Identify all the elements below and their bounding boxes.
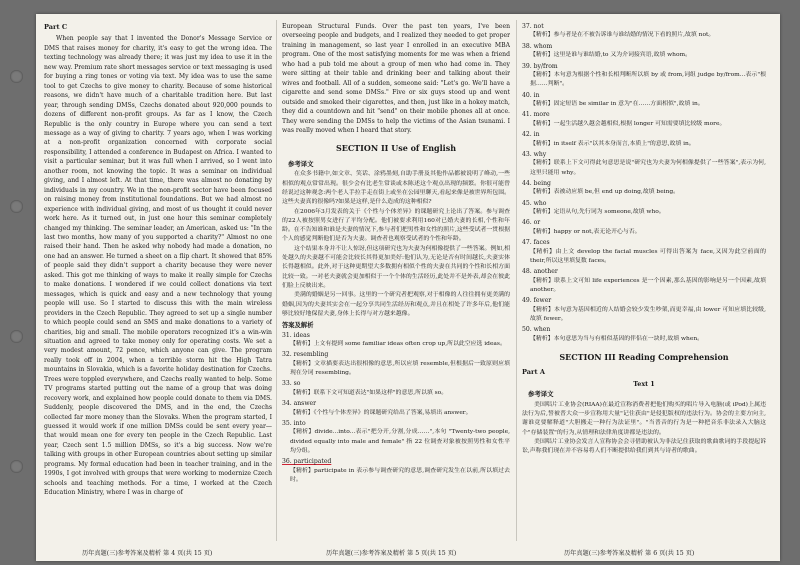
answer-tag: 【精析】: [530, 140, 554, 147]
answer-explanation: [522, 120, 766, 129]
answer-text: in itself 表示"以其本身而言,本质上"的意思,故填 in。: [553, 140, 695, 147]
answer-text: 文章描要表达出很相像的意思,所以应填 resemble,但根据后一致原则应填现在分词 resembling。: [290, 360, 510, 377]
answer-tag: 【精析】: [290, 467, 314, 474]
answer-text: 参与者是在不被告诉谁与谁结婚的情况下看的照片,故填 not。: [553, 32, 715, 39]
answer-number: 36. participated: [282, 458, 332, 466]
answer-sheet: [36, 14, 780, 561]
binder-hole: [10, 70, 23, 83]
answer-item: [522, 218, 766, 237]
answer-item: [282, 331, 510, 350]
answer-item: [522, 110, 766, 129]
answer-text: 联系上下文可得此句意思是说"研究也为夫妻为何相像提供了一些答案",表示为何,这里只能用 why。: [530, 160, 766, 176]
answer-number: 44. being: [522, 179, 551, 187]
answer-explanation: [522, 188, 766, 197]
answer-number: 50. when: [522, 326, 551, 334]
answer-explanation: [522, 248, 766, 267]
answers-title: 答案及解析: [282, 322, 314, 330]
answer-text: 固定短语 be similar in 意为"在……方面相似",故填 in。: [553, 101, 704, 107]
answer-tag: 【精析】: [530, 228, 554, 235]
answer-text: 一起生活越久越会越相似,根据 longer 可知需要填比较级 more。: [553, 120, 726, 127]
page-footer: 历年真题(三)参考答案及精析 第 4 页(共 15 页): [82, 550, 213, 557]
answer-tag: 【精析】: [530, 101, 554, 107]
answer-item: [522, 199, 766, 218]
answer-text: 上文有提到 some familiar ideas often crop up,所以此空应选 ideas。: [313, 341, 506, 347]
answer-tag: 【精析】: [530, 71, 554, 78]
answer-explanation: [522, 208, 766, 217]
answer-item: [522, 62, 766, 90]
answer-text: 定语从句,先行词为 someone,故填 who。: [553, 209, 665, 216]
answer-explanation: [282, 428, 510, 456]
page-footer: 历年真题(三)参考答案及精析 第 6 页(共 15 页): [564, 550, 695, 557]
column-page-4: [44, 22, 272, 539]
answer-text: 本句意为基因相近的人结婚会较少发生吵架,而更幸福,由 lower 可知应填比较级,故填 fewer。: [530, 306, 766, 322]
section-iii-title: SECTION III Reading Comprehension: [559, 351, 729, 362]
translation-title: 参考译文: [288, 159, 314, 168]
translation-paragraph: 美满的婚姻是另一回事。这里的一个研究者把观察,对于相像的人往往拥有更美满的婚姻,因为的夫妻其实会在一起分享共同生活经历和观点,并且在相处了许多年后,他们能够比较好地保留夫妻,身体上长得与对方越来越像。: [282, 292, 510, 317]
answer-item: [282, 457, 510, 485]
answer-explanation: [522, 51, 766, 60]
answer-explanation: [522, 277, 766, 296]
answer-number: 34. answer: [282, 400, 317, 408]
answer-number: 31. ideas: [282, 331, 310, 339]
column-divider: [276, 20, 277, 541]
answer-tag: 【精析】: [530, 189, 554, 196]
answer-text: happy or not,表无论开心与否。: [553, 228, 641, 235]
answer-tag: 【精析】: [530, 306, 554, 313]
answer-text: divide...into...表示"把分开,分割,分成……",本句 "Twenty-two people, divided equally into male and female" 指 22 位调查对象被按照男性和女性平均分组。: [290, 429, 510, 454]
part-a-title: Part A: [522, 368, 545, 377]
answer-explanation: [522, 100, 766, 109]
answer-tag: 【精析】: [530, 32, 554, 39]
answer-item: [522, 22, 766, 41]
answer-item: [522, 325, 766, 344]
translation-paragraph: 美国唱片工业协会(RIAA)在最近宣称消费者把他们购买的唱片导入电脑(或 iPod)上属违法行为后,誓被普大众一步宣称用大量"记住获由"是侵犯版权的违法行为。协会的主要方向主,谢谁竟要解释道"大胆搬走一种行为法证里"。"当普音的行为是一种把音乐非法录入大脑这个"存储装置"的行为,从情理和法律角度讲都是违法的。: [522, 401, 766, 436]
answer-tag: 【精析】: [290, 409, 314, 416]
answer-tag: 【精析】: [530, 248, 556, 255]
answer-number: 43. why: [522, 150, 547, 158]
column-page-5: [282, 22, 510, 539]
answer-item: [522, 238, 766, 266]
reading-passage-continued: European Structural Funds. Over the past ten years, I've been overseeing people and budgets, and I realized they needed to get proper training in management, so last year I enrolled in an executive MBA program. One of the most satisfying moments for me was when a friend who had a pub told me about a group of men who had come in. They were sitting at their table and drinking beer and talking about their wives and football. All of a sudden, someone said: "Let's go. We'll have a cigarette and send some DMSs." Five or six guys stood up and went outside and smoked their cigarettes, and then, just like in a hokey match, they did a countdown and hit "send" on their mobile phones all at once. They were sending the DMSs to help the victims of the Asian tsunami. I was really moved when I heard that story.: [282, 23, 510, 134]
answer-explanation: [522, 159, 766, 178]
answer-tag: 【精析】: [290, 429, 315, 436]
answer-tag: 【精析】: [290, 360, 315, 367]
translation-paragraph: 美国唱片工业协会发言人宣称协会会寻借助被认为非法记住获取的歌曲歌词的手段提起诉讼,声称我们现在并不容易将人们不断提供给我们到其与诗者的歌曲。: [522, 438, 766, 455]
answer-tag: 【精析】: [530, 120, 554, 127]
answer-item: [522, 179, 766, 198]
answer-number: 48. another: [522, 268, 558, 276]
answer-explanation: [522, 335, 766, 344]
answer-explanation: [522, 140, 766, 149]
answer-explanation: [282, 409, 510, 418]
translation-paragraph: 这个结果本身并不让人惊讶,但这项研究也为夫妻为何相像提供了一些答案。例如,相处越久的夫妻越不可能会比较长其得更加美好:他们认为,无论是否有时间越长,夫妻实体长得越相似。此外,对于这种更期望大多数拥有相似个性的夫妻在共同的个性和长相方面比较一致。一对老夫妻就会更加相似于一个个体的生活经历,此处并不是外表,却会在彼此们脸上反映出来。: [282, 245, 510, 289]
binder-hole: [10, 330, 23, 343]
text-1-title: Text 1: [633, 379, 655, 388]
binder-holes: [10, 0, 26, 565]
answer-number: 35. into: [282, 419, 306, 427]
translation-paragraph: 在众多书籍中,如文章、笑话、涂鸦墨刻,自助手册及其他作品都被说明了峰动,一些相似的观点常常出现。很少会有比老生常谈或本陈述这个观点出现的频繁。你很可能曾经说过这种观念:两个老人手拉手走在街上或坐在公园里聊天,看起来像是被世界所包围。这些夫妻真的很像吗?如果是这样,是什么造成的这种相似?: [282, 171, 510, 206]
answer-item: [282, 379, 510, 398]
answer-item: [522, 130, 766, 149]
answer-text: 联系上文可知 life experiences 是一个因素,那么基因的影响是另一个因素,故填 another。: [530, 277, 766, 293]
answer-number: 40. in: [522, 91, 540, 99]
part-c-title: Part C: [44, 23, 68, 31]
answer-text: 由上文 develop the facial muscles 可得出答案为 face,又因为此空前面的 their,所以这里填复数 faces。: [530, 248, 766, 264]
answer-text: 表被动应填 be,但 end up doing,故填 being。: [553, 189, 680, 196]
answer-text: participate in 表示参与调查研究的意思,调查研究发生在以前,所以填过去时。: [290, 467, 510, 483]
answer-explanation: [282, 340, 510, 349]
answer-text: 这里是谁与谁结婚,to 又为介词接宾语,故填 whom。: [553, 52, 691, 59]
answers-list: [522, 22, 766, 344]
answer-item: [282, 419, 510, 456]
answer-explanation: [282, 389, 510, 398]
column-page-6: [522, 22, 766, 539]
answer-item: [522, 296, 766, 324]
answer-tag: 【精析】: [530, 209, 554, 216]
answer-tag: 【精析】: [530, 160, 554, 167]
answer-number: 32. resembling: [282, 351, 329, 359]
answer-item: [282, 350, 510, 378]
answer-item: [522, 42, 766, 61]
answer-tag: 【精析】: [290, 341, 314, 347]
answer-explanation: [522, 228, 766, 237]
answer-number: 46. or: [522, 219, 541, 227]
answer-text: 本句意思为当与有相似基因的伴侣在一块时,故填 when。: [553, 335, 704, 342]
answer-text: 联系下文可知道表达"如果这样"的意思,所以填 so。: [313, 389, 448, 396]
answer-number: 39. by/from: [522, 62, 558, 70]
answer-text: 《个性与个体差异》的课题研究给出了答案,易填出 answer。: [313, 409, 472, 416]
answer-explanation: [282, 467, 510, 486]
page-footer: 历年真题(三)参考答案及精析 第 5 页(共 15 页): [326, 550, 457, 557]
column-divider: [516, 20, 517, 541]
binder-hole: [10, 200, 23, 213]
answer-number: 37. not: [522, 23, 544, 30]
answer-tag: 【精析】: [530, 335, 554, 342]
answer-number: 41. more: [522, 111, 550, 119]
answer-number: 42. in: [522, 131, 540, 139]
answer-number: 38. whom: [522, 42, 553, 50]
answer-tag: 【精析】: [290, 389, 314, 396]
answer-explanation: [522, 306, 766, 325]
answer-item: [282, 399, 510, 418]
translation-paragraph: 在2006年3月发表的关于《个性与个体差异》的课题研究上论出了答案。参与调查的22人被按照男女进行了平均分配。他们被要求利用160对已婚夫妻的长相,个性和年龄。在不告知谁和谁是夫妻的情况下,参与者们把男性和女性的照片,这些受试者一贯根据个人的感觉判断他们是否为夫妻。调查者也观察受试者的个性和年龄。: [282, 208, 510, 243]
section-ii-title: SECTION II Use of English: [335, 143, 457, 154]
binder-hole: [10, 460, 23, 473]
answer-explanation: [522, 71, 766, 90]
translation-title: 参考译文: [528, 390, 554, 399]
answer-item: [522, 91, 766, 110]
answer-item: [522, 150, 766, 178]
answer-item: [522, 267, 766, 295]
answer-number: 47. faces: [522, 239, 550, 247]
answer-number: 49. fewer: [522, 297, 552, 305]
answer-tag: 【精析】: [530, 52, 554, 59]
answer-text: 本句意为根据个性和长相判断所以填 by 或 from,词组 judge by/from...表示"根据……判断"。: [530, 71, 766, 88]
answer-explanation: [522, 31, 766, 40]
answer-number: 33. so: [282, 380, 301, 388]
answer-explanation: [282, 360, 510, 379]
reading-passage: When people say that I invented the Donor's Message Service or DMS that raises money for charity, it's easy to get the wrong idea. The texting technology was already there; it was just my idea to use it in the new way. Premium rate short messages service or text messaging is used for buying a ring tones or voting via text. My idea was to use the same tool to get Czechs to give money to charity. Because of some historical reasons, we didn't have much of a charitable tradition here. But last year, through sending DMSs, Czechs donated about 920,000 pounds to dozens of different non-profit groups. As far as I know, the Czech Republic is the only country in Europe where you can send a text message as a way of giving to charity. 7 years ago, when I was working at a non-profit organization concerned with corporate social responsibility, I attended a conference in Budapest on Africa. I wanted to visit a particular seminar, but it was full when I arrived, so I went into another room, not knowing the topic. It was a seminar on individual giving, and I almost left. At that time, there was almost no donating by individuals in my country. We in the non-profit sector have been focused on raising money from institutional foundations. But we had almost no experience with individual giving, and most of us thought it could never work here. As it turned out, in just one hour this seminar completely changed my thinking. The seminar leader, an American, asked us: "In the last two months, how many of you supported a charity?" Almost no one raised their hand. Then he asked why nobody had made a donation, no one had an answer. He turned a sheet on a flip chart. It showed that 85% of people said they didn't support a charity because they were never asked. This got me thinking of ways to make it really simple for Czechs to make donations. I wondered if we could collect donations via text messages, which is quick and easy and a new technology that young people will use. So I started to discuss this with the main wireless providers in the Czech Republic. They agreed to set up a single number to which people could send an SMS and make donations to a variety of charities, big and small. The mobile operators recognized it's a win-win situation and agreed to take money only for operating costs. We set a very modest amount, 72 pence, which anyone can give. The program really took off in 2004, when a terrible storm hit the High Tatra mountains in Slovakia, which is a favorite holiday destination for Czechs. Trees were toppled everywhere, and Czechs really wanted to help. Some TV programs started putting out the name of a group that was doing recovery work, and explained how people could donate to them via DMS. Suddenly, people discovered the DMS, and in the end, the Czechs collected far more money than the Slovaks. When the program started, I guessed it would work if one million DMSs could be sent every year—that would mean one for every ten people in the Czech Republic. Last year, Czech sent 1.5 million DMSs, so it's a big success. Now we're talking with groups in other European countries about setting up similar programs. My formal education had been in teacher training, and in the 1990s, I got involved with groups that were working to modernize Czech schools and teaching methods. For a time, I worked at the Czech Education Ministry, where I was in charge of: [44, 35, 272, 497]
answer-number: 45. who: [522, 199, 547, 207]
answer-tag: 【精析】: [530, 277, 555, 284]
